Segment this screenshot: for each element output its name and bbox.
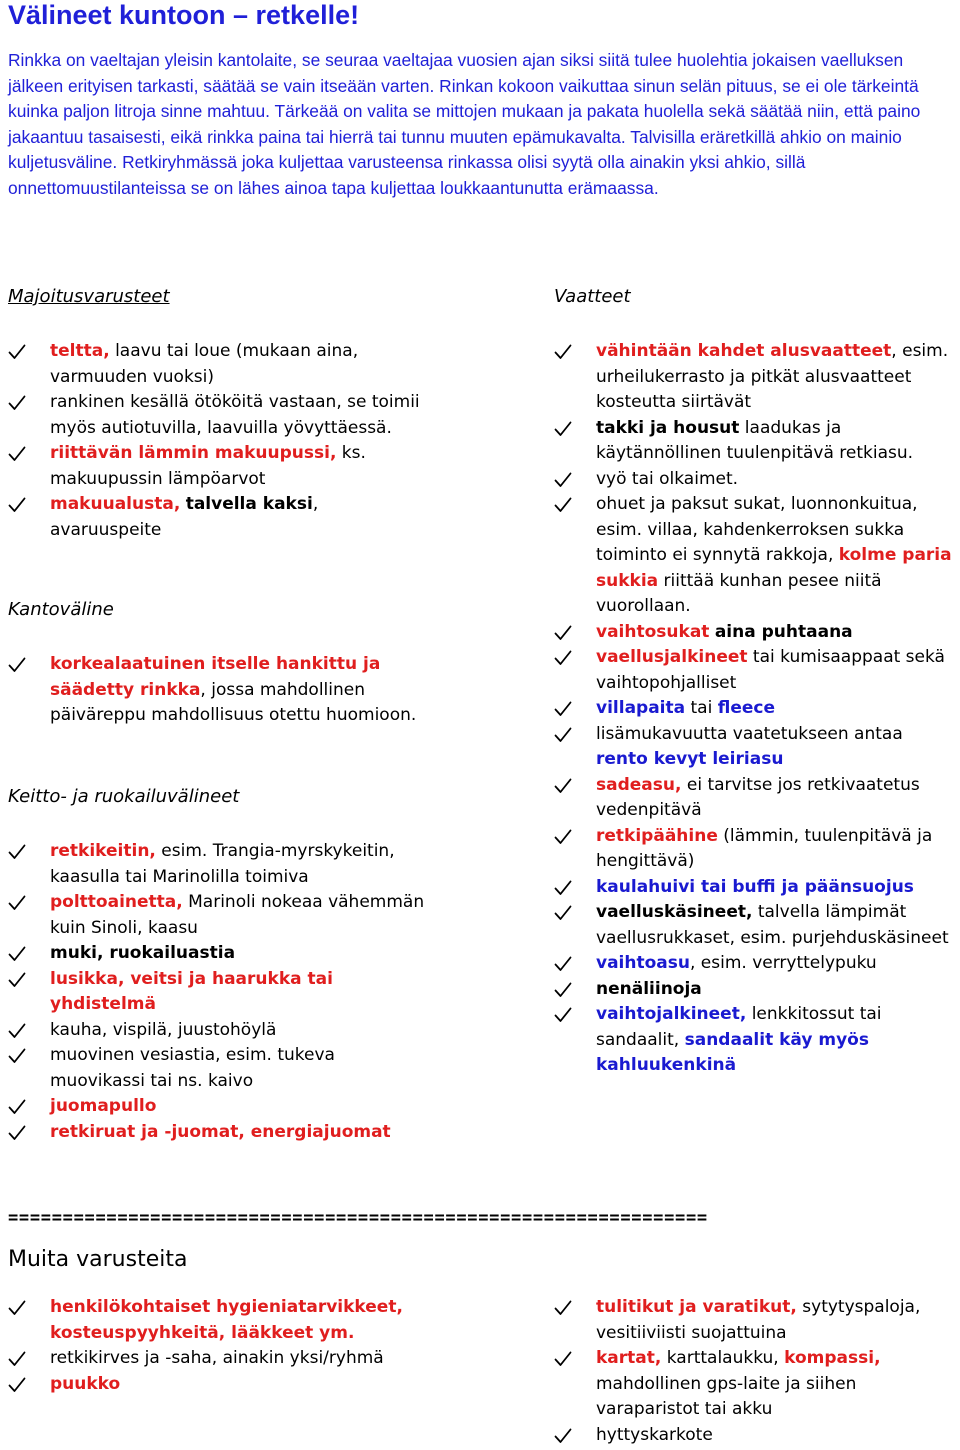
item-text: makuualusta, — [50, 494, 181, 514]
list-muita-oikea — [554, 1295, 954, 1448]
item-text: muovinen vesiastia, esim. tukeva muovikassi tai ns. kaivo — [50, 1045, 335, 1091]
list-item — [8, 1295, 428, 1346]
list-item — [554, 1346, 954, 1423]
list-keittovalineet — [8, 839, 428, 1145]
list-item — [554, 824, 954, 875]
checkmark-icon — [554, 472, 572, 488]
checkmark-icon — [554, 1007, 572, 1023]
item-text: sadeasu, — [596, 774, 682, 795]
list-item — [554, 977, 954, 1003]
checkmark-icon — [554, 727, 572, 743]
list-item — [8, 390, 428, 441]
list-majoitusvarusteet — [8, 339, 428, 543]
list-item — [554, 1002, 954, 1079]
item-text: henkilökohtaiset hygieniatarvikkeet, kosteuspyyhkeitä, lääkkeet ym. — [50, 1297, 403, 1343]
item-text: ohuet ja paksut sukat, luonnonkuitua, esim. villaa, kahdenkerroksen sukka toiminto ei synnytä rakkoja, — [596, 494, 918, 565]
item-text: retkiruat ja -juomat, energiajuomat — [50, 1121, 391, 1142]
item-text: vähintään kahdet alusvaatteet — [596, 341, 892, 361]
item-text: kaulahuivi tai buffi ja päänsuojus — [596, 876, 914, 897]
item-text: vaihtosukat — [596, 621, 710, 642]
heading-muita-varusteita: Muita varusteita — [8, 1247, 188, 1272]
checkmark-icon — [554, 829, 572, 845]
list-item — [8, 1120, 428, 1146]
list-item — [554, 773, 954, 824]
item-text: vaelluskäsineet, — [596, 902, 753, 922]
item-text: vaihtojalkineet, — [596, 1004, 747, 1024]
list-item — [8, 339, 428, 390]
page-title: Välineet kuntoon – retkelle! — [8, 0, 360, 30]
checkmark-icon — [8, 1300, 26, 1316]
heading-kantovaline: Kantoväline — [8, 599, 114, 620]
item-text: riittävän lämmin makuupussi, — [50, 443, 337, 463]
list-item — [8, 1346, 428, 1372]
item-text: hyttyskarkote — [596, 1424, 713, 1445]
item-text: ei tarvitse jos retkivaatetus vedenpitävä — [596, 774, 920, 820]
list-item — [8, 1094, 428, 1120]
list-item — [8, 890, 428, 941]
item-text: talvella kaksi — [185, 494, 313, 514]
checkmark-icon — [554, 1351, 572, 1367]
checkmark-icon — [8, 1377, 26, 1393]
item-text: talvella lämpimät vaellusrukkaset, esim. purjehduskäsineet — [596, 902, 949, 948]
list-item — [554, 339, 954, 416]
intro-paragraph: Rinkka on vaeltajan yleisin kantolaite, se seuraa vaeltajaa vuosien ajan siksi siitä tulee huolehtia jokaisen vaelluksen jälkeen erityisen tarkasti, säätää se vain itseään varten. Rinkan kokoon vaikuttaa sinun selän pituus, se ei ole tärkeintä kuinka paljon litroja sinne mahtuu. Tärkeää on valita se mittojen mukaan ja pakata huolella sekä säätää niin, että paino jakaantuu tasaisesti, eikä rinkka paina tai hierrä tai tunnu muuten epämukavalta. Talvisilla eräretkillä ahkio on mainio kuljetusväline. Retkiryhmässä joka kuljettaa varusteensa rinkassa olisi syytä olla ainakin yksi ahkio, sillä onnettomuustilanteissa se on lähes ainoa tapa kuljettaa loukkaantunutta erämaassa. — [8, 50, 921, 198]
item-text: vaihtoasu — [596, 953, 690, 973]
checkmark-icon — [8, 344, 26, 360]
checkmark-icon — [8, 1351, 26, 1367]
item-text: nenäliinoja — [596, 978, 702, 999]
item-text: mahdollinen gps-laite ja siihen varaparistot tai akku — [596, 1373, 857, 1419]
item-text: rankinen kesällä ötököitä vastaan, se toimii myös autiotuvilla, laavuilla yövyttäessä. — [50, 392, 420, 438]
heading-vaatteet: Vaatteet — [554, 286, 631, 307]
list-item — [554, 875, 954, 901]
list-item — [8, 1372, 428, 1398]
list-muita-vasen — [8, 1295, 428, 1397]
item-text: kauha, vispilä, juustohöylä — [50, 1019, 277, 1040]
list-item — [554, 492, 954, 620]
checkmark-icon — [554, 1428, 572, 1444]
item-text: puukko — [50, 1373, 121, 1394]
checkmark-icon — [8, 1023, 26, 1039]
item-text: retkikeitin, — [50, 841, 156, 861]
checkmark-icon — [554, 982, 572, 998]
item-text: , avaruuspeite — [50, 494, 319, 540]
checkmark-icon — [554, 344, 572, 360]
list-item — [554, 1295, 954, 1346]
list-item — [554, 416, 954, 467]
list-item — [8, 1043, 428, 1094]
item-text: riittää kunhan pesee niitä vuorollaan. — [596, 570, 882, 616]
list-item — [554, 900, 954, 951]
list-item — [8, 492, 428, 543]
list-item — [8, 941, 428, 967]
item-text: retkikirves ja -saha, ainakin yksi/ryhmä — [50, 1348, 384, 1368]
checkmark-icon — [554, 956, 572, 972]
item-text: lusikka, veitsi ja haarukka tai yhdistelmä — [50, 968, 333, 1014]
list-vaatteet — [554, 339, 954, 1079]
item-text: lisämukavuutta vaatetukseen antaa — [596, 723, 903, 744]
item-text: juomapullo — [50, 1096, 157, 1116]
list-item — [554, 696, 954, 722]
item-text: karttalaukku, — [661, 1348, 785, 1368]
item-text: kolme paria sukkia — [596, 545, 952, 591]
checkmark-icon — [8, 446, 26, 462]
item-text: , esim. urheilukerrasto ja pitkät alusvaatteet kosteutta siirtävät — [596, 341, 949, 412]
item-text: aina puhtaana — [714, 621, 853, 642]
heading-keittovalineet: Keitto- ja ruokailuvälineet — [8, 786, 240, 807]
checkmark-icon — [8, 497, 26, 513]
list-item — [554, 620, 954, 646]
item-text: korkealaatuinen itselle hankittu ja säädetty rinkka — [50, 654, 381, 700]
item-text: fleece — [717, 698, 776, 718]
item-text: tulitikut ja varatikut, — [596, 1297, 797, 1317]
checkmark-icon — [554, 497, 572, 513]
checkmark-icon — [554, 650, 572, 666]
checkmark-icon — [8, 657, 26, 673]
item-text: lenkkitossut tai sandaalit, — [596, 1004, 882, 1050]
item-text: retkipäähine — [596, 825, 718, 846]
item-text: sytytyspaloja, vesitiiviisti suojattuina — [596, 1297, 921, 1343]
list-item — [8, 839, 428, 890]
item-text: teltta, — [50, 341, 110, 361]
item-text: vyö tai olkaimet. — [596, 468, 739, 489]
checkmark-icon — [554, 905, 572, 921]
item-text: tai kumisaappaat sekä vaihtopohjalliset — [596, 647, 945, 693]
checkmark-icon — [8, 844, 26, 860]
list-item — [8, 441, 428, 492]
item-text: sandaalit käy myös kahluukenkinä — [596, 1029, 869, 1075]
separator-line: ================================================================ — [8, 1208, 708, 1228]
item-text: polttoainetta, — [50, 892, 183, 912]
item-text: kompassi, — [784, 1348, 881, 1368]
item-text: (lämmin, tuulenpitävä ja hengittävä) — [596, 825, 933, 871]
item-text: kartat, — [596, 1348, 662, 1368]
checkmark-icon — [8, 1099, 26, 1115]
list-item — [8, 1018, 428, 1044]
item-text: esim. Trangia-myrskykeitin, kaasulla tai Marinolilla toimiva — [50, 841, 395, 887]
item-text: , jossa mahdollinen päiväreppu mahdollisuus otettu huomioon. — [50, 679, 417, 725]
checkmark-icon — [8, 972, 26, 988]
list-item — [554, 467, 954, 493]
checkmark-icon — [554, 1300, 572, 1316]
checkmark-icon — [554, 778, 572, 794]
list-item — [554, 1423, 954, 1449]
item-text: tai — [685, 698, 718, 718]
checkmark-icon — [8, 1048, 26, 1064]
item-text: vaellusjalkineet — [596, 647, 748, 667]
item-text: takki ja housut — [596, 417, 740, 438]
checkmark-icon — [554, 880, 572, 896]
heading-majoitusvarusteet: Majoitusvarusteet — [8, 286, 170, 307]
item-text: laadukas ja käytännöllinen tuulenpitävä retkiasu. — [596, 417, 914, 463]
item-text: laavu tai loue (mukaan aina, varmuuden vuoksi) — [50, 341, 359, 387]
item-text: ks. makuupussin lämpöarvot — [50, 443, 366, 489]
checkmark-icon — [554, 421, 572, 437]
list-item — [8, 967, 428, 1018]
checkmark-icon — [8, 395, 26, 411]
item-text: , esim. verryttelypuku — [689, 953, 877, 973]
item-text: muki, ruokailuastia — [50, 943, 236, 963]
list-item — [554, 722, 954, 773]
item-text: Marinoli nokeaa vähemmän kuin Sinoli, kaasu — [50, 892, 425, 938]
item-text: rento kevyt leiriasu — [596, 749, 784, 769]
checkmark-icon — [8, 895, 26, 911]
list-item — [554, 645, 954, 696]
checkmark-icon — [554, 625, 572, 641]
checkmark-icon — [554, 701, 572, 717]
list-item — [8, 652, 428, 729]
list-item — [554, 951, 954, 977]
list-kantovaline — [8, 652, 428, 729]
checkmark-icon — [8, 946, 26, 962]
checkmark-icon — [8, 1125, 26, 1141]
item-text: villapaita — [596, 698, 686, 718]
